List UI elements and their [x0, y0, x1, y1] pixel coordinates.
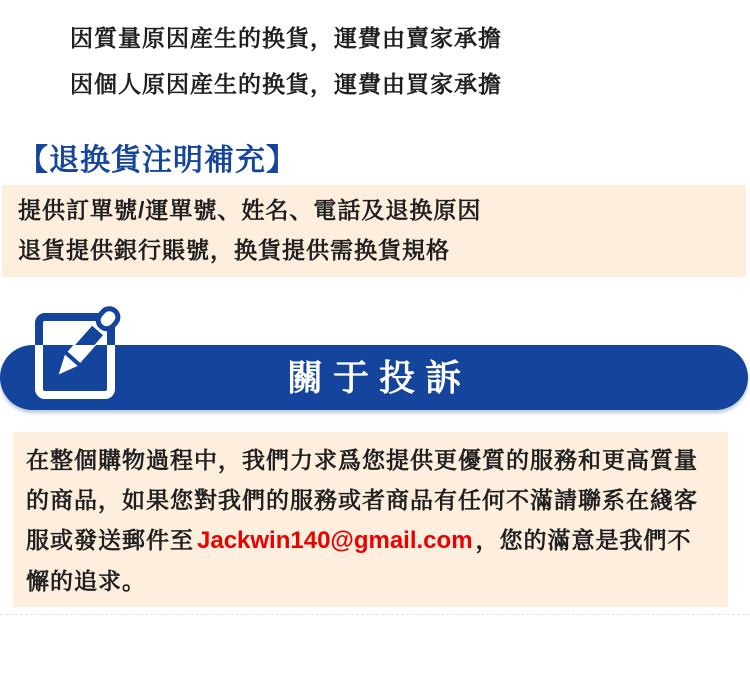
quality-exchange-note: 因質量原因産生的换貨，運費由賣家承擔: [70, 25, 502, 51]
supplement-line-1: 提供訂單號/運單號、姓名、電話及退换原因: [18, 197, 482, 223]
complaint-banner-title: 關于投訴: [286, 357, 471, 398]
complaint-text-after-email: ，您的滿意是我們不懈的追求。: [26, 527, 692, 594]
complaint-text-before-email: 在整個購物過程中，我們力求爲您提供更優質的服務和更高質量的商品，如果您對我們的服務或者商品有任何不滿請聯系在綫客服或發送郵件至: [26, 447, 698, 553]
supplement-heading: 【退换貨注明補充】: [18, 144, 297, 177]
contact-email: Jackwin140@gmail.com: [197, 527, 473, 554]
complaint-paragraph-box: [13, 432, 728, 607]
supplement-line-2: 退貨提供銀行賬號，换貨提供需换貨規格: [18, 237, 450, 263]
supplement-box: [2, 185, 746, 277]
pencil-note-icon: [30, 300, 130, 405]
bottom-divider: [0, 614, 750, 615]
personal-exchange-note: 因個人原因産生的换貨，運費由買家承擔: [70, 71, 502, 97]
